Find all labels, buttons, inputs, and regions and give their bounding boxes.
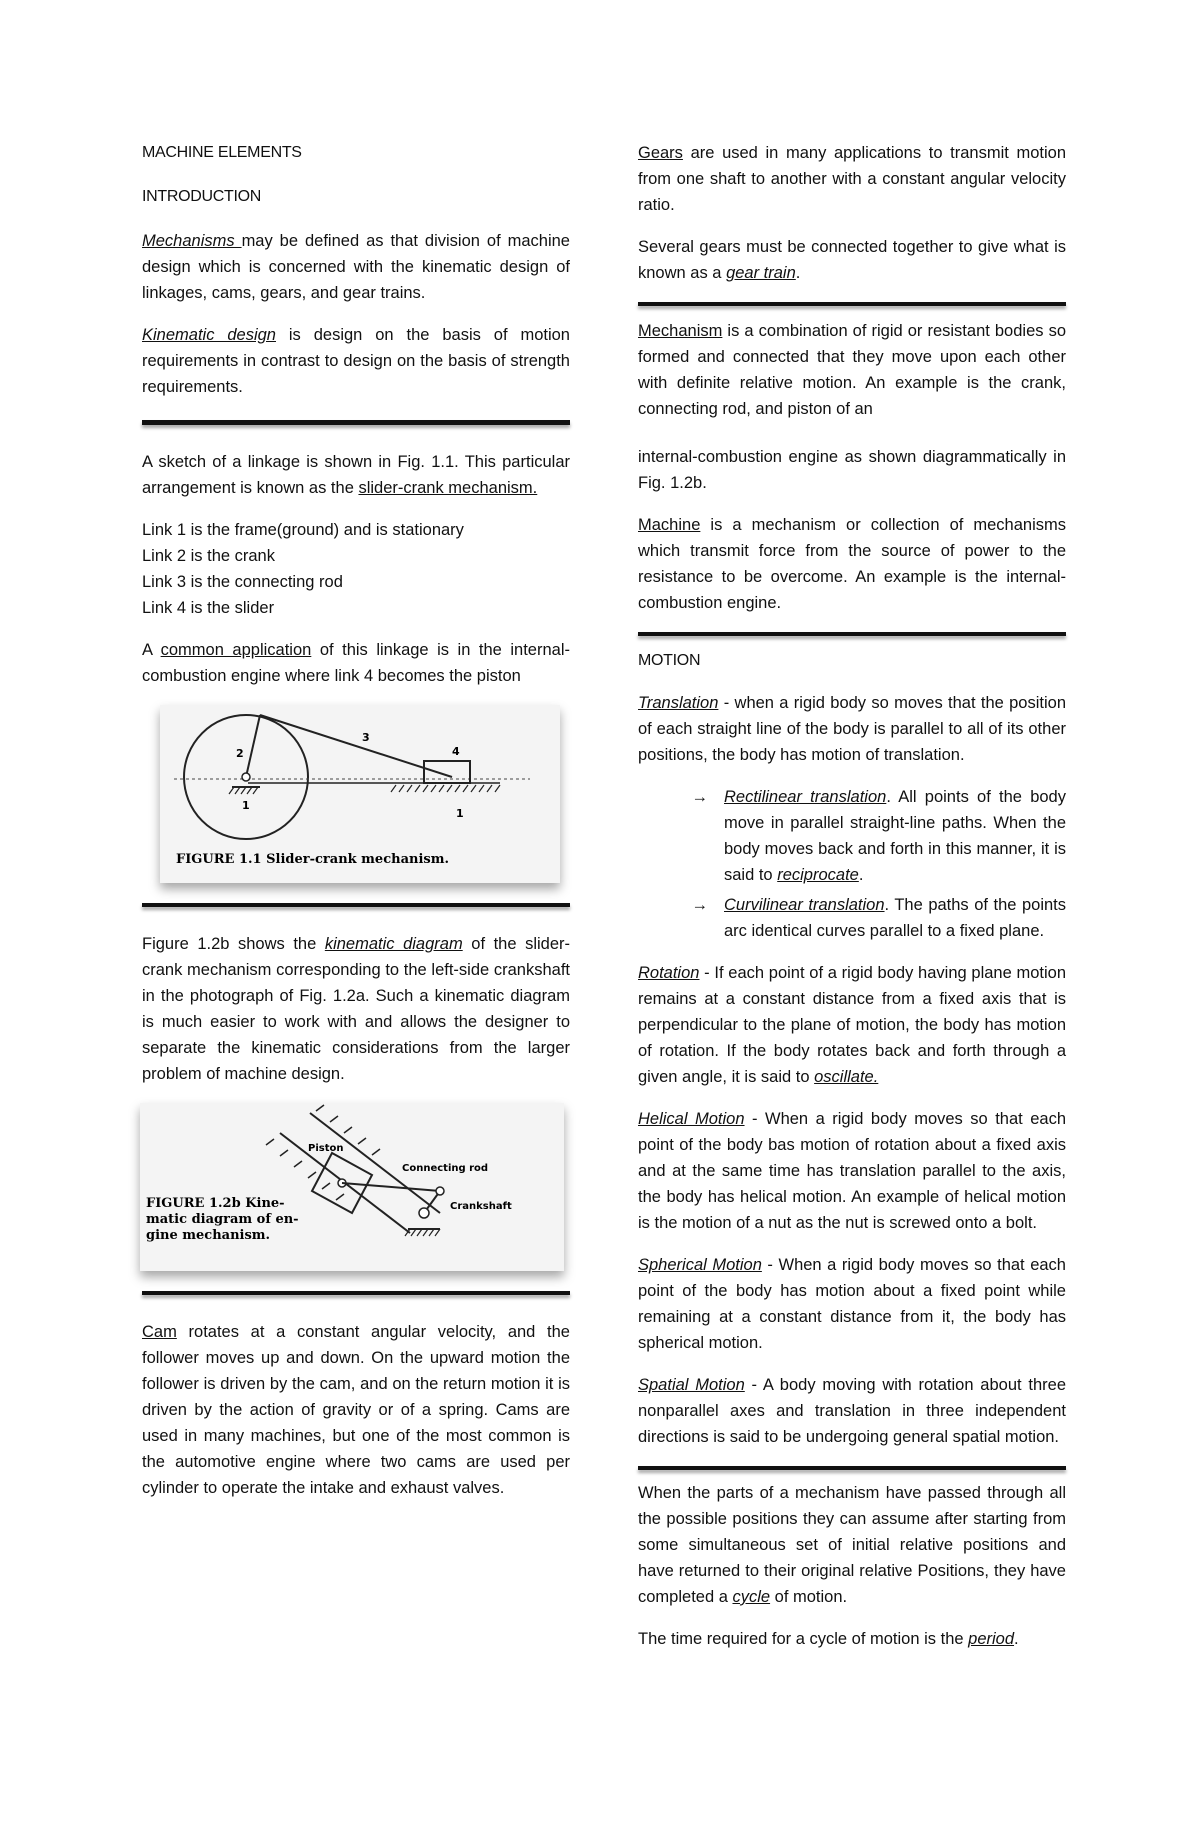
list-item: Link 4 is the slider: [142, 599, 275, 617]
paragraph-cam: [142, 1319, 570, 1501]
label-crankshaft: Crankshaft: [450, 1201, 512, 1212]
figure-caption-line: FIGURE 1.2b Kine-: [146, 1196, 285, 1211]
bullet-text: [724, 892, 1066, 944]
paragraph-translation: [638, 690, 1066, 768]
bullet-text: [724, 784, 1066, 888]
list-item: Link 2 is the crank: [142, 547, 275, 565]
paragraph-text: may be defined as that division of machine design which is concerned with the kinematic design of linkages, cams, gears, and gear trains.: [142, 232, 570, 302]
figure-caption-line: matic diagram of en-: [146, 1212, 299, 1227]
document-title: MACHINE ELEMENTS: [142, 144, 302, 161]
paragraph-spatial-motion: [638, 1372, 1066, 1450]
term-rectilinear-translation: Rectilinear translation: [724, 788, 887, 806]
list-item: [638, 784, 1066, 888]
term-translation: Translation: [638, 694, 719, 712]
paragraph-text: - If each point of a rigid body having plane motion remains at a constant distance from a fixed axis that is perpendicular to the plane of motion, the body has motion of rotation. If the body rotates back and forth through a given angle, it is said to: [638, 964, 1066, 1086]
figure-slider-crank: [160, 705, 560, 883]
figure-caption: FIGURE 1.1 Slider-crank mechanism.: [176, 852, 449, 867]
term-spatial-motion: Spatial Motion: [638, 1376, 745, 1394]
divider: [142, 1291, 570, 1295]
divider: [142, 420, 570, 425]
left-column: [142, 140, 570, 1517]
paragraph-spherical-motion: [638, 1252, 1066, 1356]
paragraph-text: - when a rigid body so moves that the position of each straight line of the body is parallel to all of its other positions, the body has motion of translation.: [638, 694, 1066, 764]
term-curvilinear-translation: Curvilinear translation: [724, 896, 885, 914]
term-mechanisms: Mechanisms: [142, 232, 242, 250]
term-slider-crank: slider-crank mechanism.: [358, 479, 538, 497]
paragraph-gears: [638, 140, 1066, 218]
translation-types-list: [638, 784, 1066, 944]
term-oscillate: oscillate.: [814, 1068, 879, 1086]
arrow-right-icon: →: [691, 896, 708, 914]
ground-hatch: [229, 787, 258, 794]
divider: [638, 632, 1066, 636]
paragraph-text: rotates at a constant angular velocity, and the follower moves up and down. On the upward motion the follower is driven by the cam, and on the return motion it is driven by the action of gravity or of a spring. Cams are used in many machines, but one of the most common is the automotive engine where two cams are used per cylinder to operate the intake and exhaust valves.: [142, 1323, 570, 1497]
list-item: Link 1 is the frame(ground) and is stationary: [142, 521, 464, 539]
paragraph-machine: [638, 512, 1066, 616]
paragraph-text: .: [1014, 1630, 1019, 1648]
paragraph-common-application: [142, 637, 570, 689]
right-column: [638, 140, 1066, 1668]
term-machine: Machine: [638, 516, 701, 534]
engine-mechanism-diagram: [140, 1103, 564, 1271]
divider: [638, 302, 1066, 306]
paragraph-text: . The paths of the points arc identical curves parallel to a fixed plane.: [724, 896, 1067, 940]
paragraph-text: When the parts of a mechanism have passed through all the possible positions they can assume after starting from some simultaneous set of initial relative positions and have returned to their original relative Positions, they have completed a: [638, 1484, 1066, 1606]
label-link-1-ground: 1: [242, 799, 250, 812]
term-cam: Cam: [142, 1323, 177, 1341]
paragraph-text: is a combination of rigid or resistant bodies so formed and connected that they move upon each other with definite relative motion. An example is the crank, connecting rod, and piston of an: [638, 322, 1066, 418]
term-spherical-motion: Spherical Motion: [638, 1256, 762, 1274]
paragraph-text: of this linkage is in the internal-combustion engine where link 4 becomes the piston: [142, 641, 570, 685]
paragraph-text: are used in many applications to transmit motion from one shaft to another with a constant angular velocity ratio.: [638, 144, 1066, 214]
link-list: [142, 517, 570, 621]
term-reciprocate: reciprocate: [777, 866, 859, 884]
crank-link: [246, 715, 260, 777]
ground-pivot: [242, 773, 250, 781]
term-gears: Gears: [638, 144, 683, 162]
paragraph-mechanisms: [142, 228, 570, 306]
paragraph-period: [638, 1626, 1066, 1652]
crankshaft-pivot: [419, 1208, 429, 1218]
paragraph-text: of motion.: [770, 1588, 848, 1606]
paragraph-text: .: [795, 264, 801, 282]
term-rotation: Rotation: [638, 964, 700, 982]
paragraph-internal-combustion: internal-combustion engine as shown diagrammatically in Fig. 1.2b.: [638, 448, 1066, 492]
term-kinematic-design: Kinematic design: [142, 326, 276, 344]
connecting-rod: [342, 1183, 440, 1191]
paragraph-gear-train: [638, 234, 1066, 286]
term-helical-motion: Helical Motion: [638, 1110, 745, 1128]
label-link-1-slider: 1: [456, 807, 464, 820]
term-mechanism: Mechanism: [638, 322, 723, 340]
paragraph-text: A sketch of a linkage is shown in Fig. 1.1. This particular arrangement is known as the: [142, 453, 570, 497]
slider-ground-hatch: [391, 785, 500, 792]
paragraph-kinematic-diagram: [142, 931, 570, 1087]
paragraph-rotation: [638, 960, 1066, 1090]
label-link-4: 4: [452, 745, 460, 758]
paragraph-kinematic-design: [142, 322, 570, 400]
term-common-application: common application: [160, 641, 312, 659]
paragraph-text: - A body moving with rotation about three nonparallel axes and translation in three independent directions is said to be undergoing general spatial motion.: [638, 1376, 1066, 1446]
term-cycle: cycle: [732, 1588, 771, 1606]
section-heading-motion: MOTION: [638, 652, 701, 669]
figure-engine-mechanism: [140, 1103, 564, 1271]
paragraph-text: . All points of the body move in parallel straight-line paths. When the body moves back and forth in this manner, it is said to: [724, 788, 1066, 884]
paragraph-text: - When a rigid body moves so that each point of the body bas motion of rotation about a fixed axis and at the same time has translation parallel to the axis, the body has helical motion. An example of helical motion is the motion of a nut as the nut is screwed onto a bolt.: [638, 1110, 1066, 1232]
paragraph-text: is a mechanism or collection of mechanisms which transmit force from the source of power to the resistance to be overcome. An example is the internal-combustion engine.: [638, 516, 1066, 612]
label-piston: Piston: [308, 1143, 344, 1154]
label-link-2: 2: [236, 747, 244, 760]
term-period: period: [968, 1630, 1015, 1648]
crank-pin: [436, 1187, 444, 1195]
paragraph-text: Figure 1.2b shows the: [142, 935, 325, 953]
paragraph-text: .: [858, 866, 864, 884]
term-kinematic-diagram: kinematic diagram: [324, 935, 463, 953]
paragraph-text: The time required for a cycle of motion is the: [638, 1630, 969, 1648]
divider: [142, 903, 570, 907]
slider-block: [424, 761, 470, 783]
paragraph-cycle: [638, 1480, 1066, 1610]
figure-caption-line: gine mechanism.: [146, 1228, 271, 1243]
paragraph-text: is design on the basis of motion requirements in contrast to design on the basis of strength requirements.: [142, 326, 570, 396]
label-connecting-rod: Connecting rod: [402, 1163, 489, 1174]
paragraph-helical-motion: [638, 1106, 1066, 1236]
paragraph-mechanism: [638, 318, 1066, 422]
paragraph-text: - When a rigid body moves so that each point of the body has motion about a fixed point while remaining at a constant distance from it, the body has spherical motion.: [638, 1256, 1066, 1352]
paragraph-text: A: [142, 641, 161, 659]
paragraph-text: of the slider-crank mechanism corresponding to the left-side crankshaft in the photograph of Fig. 1.2a. Such a kinematic diagram is much easier to work with and allows the designer to separate the kinematic considerations from the larger problem of machine design.: [142, 935, 571, 1083]
list-item: Link 3 is the connecting rod: [142, 573, 343, 591]
label-link-3: 3: [362, 731, 370, 744]
divider: [638, 1466, 1066, 1470]
slider-crank-diagram: [160, 705, 560, 883]
paragraph-text: Several gears must be connected together to give what is known as a: [638, 238, 1066, 282]
term-gear-train: gear train: [726, 264, 796, 282]
section-heading-introduction: INTRODUCTION: [142, 188, 262, 205]
arrow-right-icon: →: [691, 788, 708, 806]
paragraph-linkage-sketch: [142, 449, 570, 501]
list-item: [638, 892, 1066, 944]
